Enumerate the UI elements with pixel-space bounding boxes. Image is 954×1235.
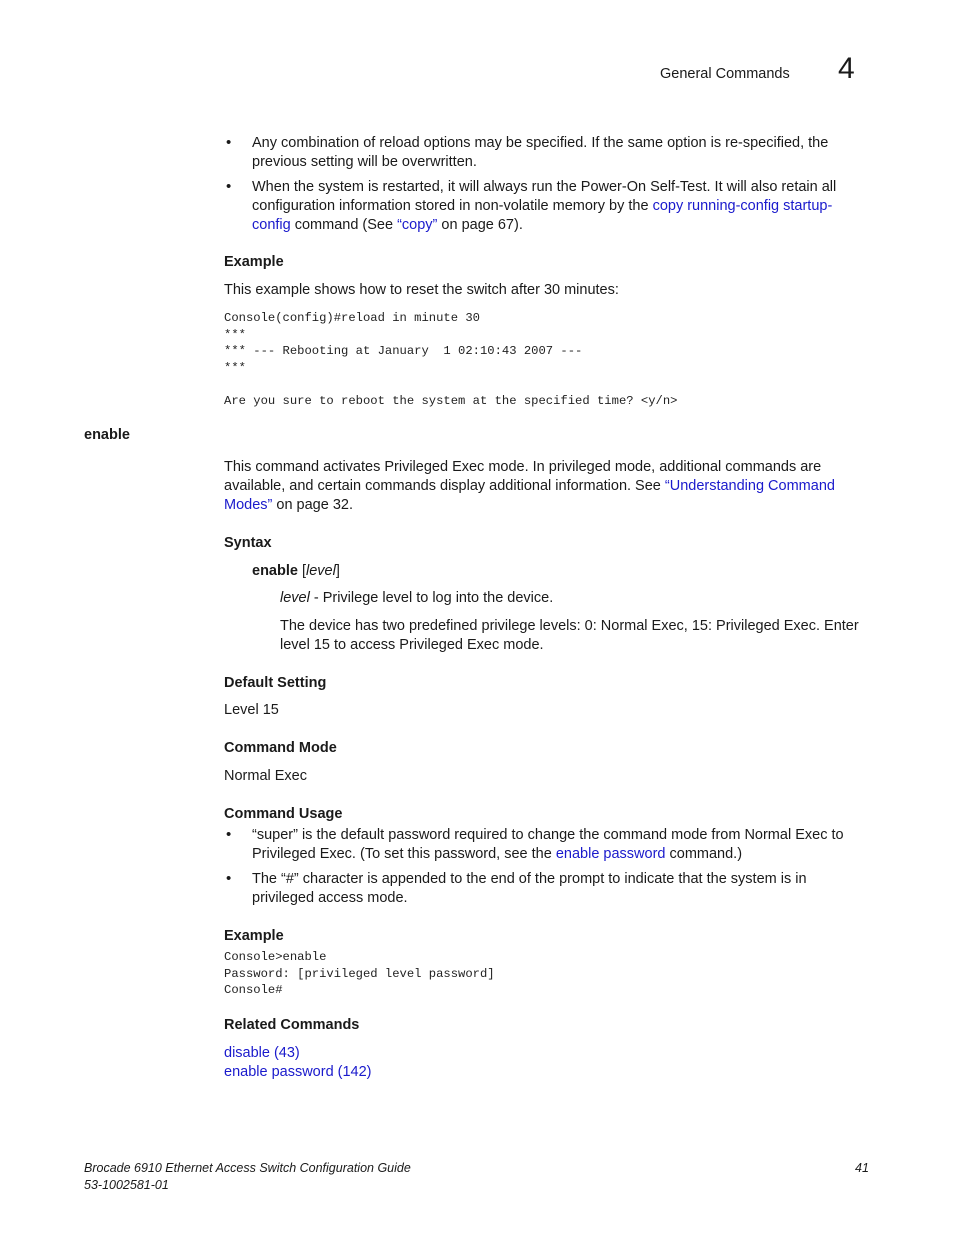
command-title: enable — [84, 427, 130, 443]
related-commands-heading: Related Commands — [224, 1017, 360, 1033]
running-header-title: General Commands — [660, 66, 790, 82]
copy-command-link[interactable]: “copy” — [397, 217, 438, 233]
example-heading: Example — [224, 928, 284, 944]
example-intro: This example shows how to reset the switch after 30 minutes: — [224, 282, 619, 298]
parameter-description: level - Privilege level to log into the device. — [280, 590, 554, 606]
list-item: Any combination of reload options may be specified. If the same option is re-specified, the previous setting will be overwritten. — [252, 135, 829, 170]
syntax-line: enable [level] — [252, 563, 340, 579]
bullet-icon: • — [226, 134, 232, 151]
bullet-icon: • — [226, 178, 232, 195]
footer-guide-title: Brocade 6910 Ethernet Access Switch Configuration Guide — [84, 1161, 411, 1175]
copy-running-config-link[interactable]: copy running-config startup-config — [252, 198, 833, 233]
parameter-note: The device has two predefined privilege levels: 0: Normal Exec, 15: Privileged Exec. Enter level 15 to access Privileged Exec mode. — [280, 618, 859, 653]
code-block: Console(config)#reload in minute 30 *** *** --- Rebooting at January 1 02:10:43 2007 --- *** Are you sure to reboot the system at the specified time? <y/n> — [224, 311, 678, 408]
bullet-icon: • — [226, 826, 232, 843]
enable-password-link[interactable]: enable password — [555, 846, 666, 862]
bullet-icon: • — [226, 870, 232, 887]
default-setting-value: Level 15 — [224, 702, 279, 718]
example-heading: Example — [224, 254, 284, 270]
list-item: The “#” character is appended to the end of the prompt to indicate that the system is in privileged access mode. — [252, 871, 807, 906]
footer-page-number: 41 — [855, 1161, 869, 1175]
related-link-enable-password[interactable]: enable password (142) — [224, 1064, 372, 1080]
chapter-number: 4 — [838, 52, 855, 85]
syntax-heading: Syntax — [224, 535, 272, 551]
understanding-command-modes-link[interactable]: “Understanding Command Modes” — [224, 478, 835, 513]
code-block: Console>enable Password: [privileged level password] Console# — [224, 950, 495, 997]
default-setting-heading: Default Setting — [224, 675, 327, 691]
command-mode-heading: Command Mode — [224, 740, 337, 756]
related-link-disable[interactable]: disable (43) — [224, 1045, 300, 1061]
list-item: When the system is restarted, it will always run the Power-On Self-Test. It will also retain all configuration information stored in non-volatile memory by the copy running-config startup-config command (See “copy” on page 67). — [252, 179, 837, 233]
command-mode-value: Normal Exec — [224, 768, 307, 784]
list-item: “super” is the default password required to change the command mode from Normal Exec to Privileged Exec. (To set this password, see the enable password command.) — [252, 827, 844, 862]
command-description: This command activates Privileged Exec mode. In privileged mode, additional commands are available, and certain commands display additional information. See “Understanding Command Modes” on page 32. — [224, 459, 835, 513]
footer-doc-number: 53-1002581-01 — [84, 1178, 169, 1192]
command-usage-heading: Command Usage — [224, 806, 343, 822]
